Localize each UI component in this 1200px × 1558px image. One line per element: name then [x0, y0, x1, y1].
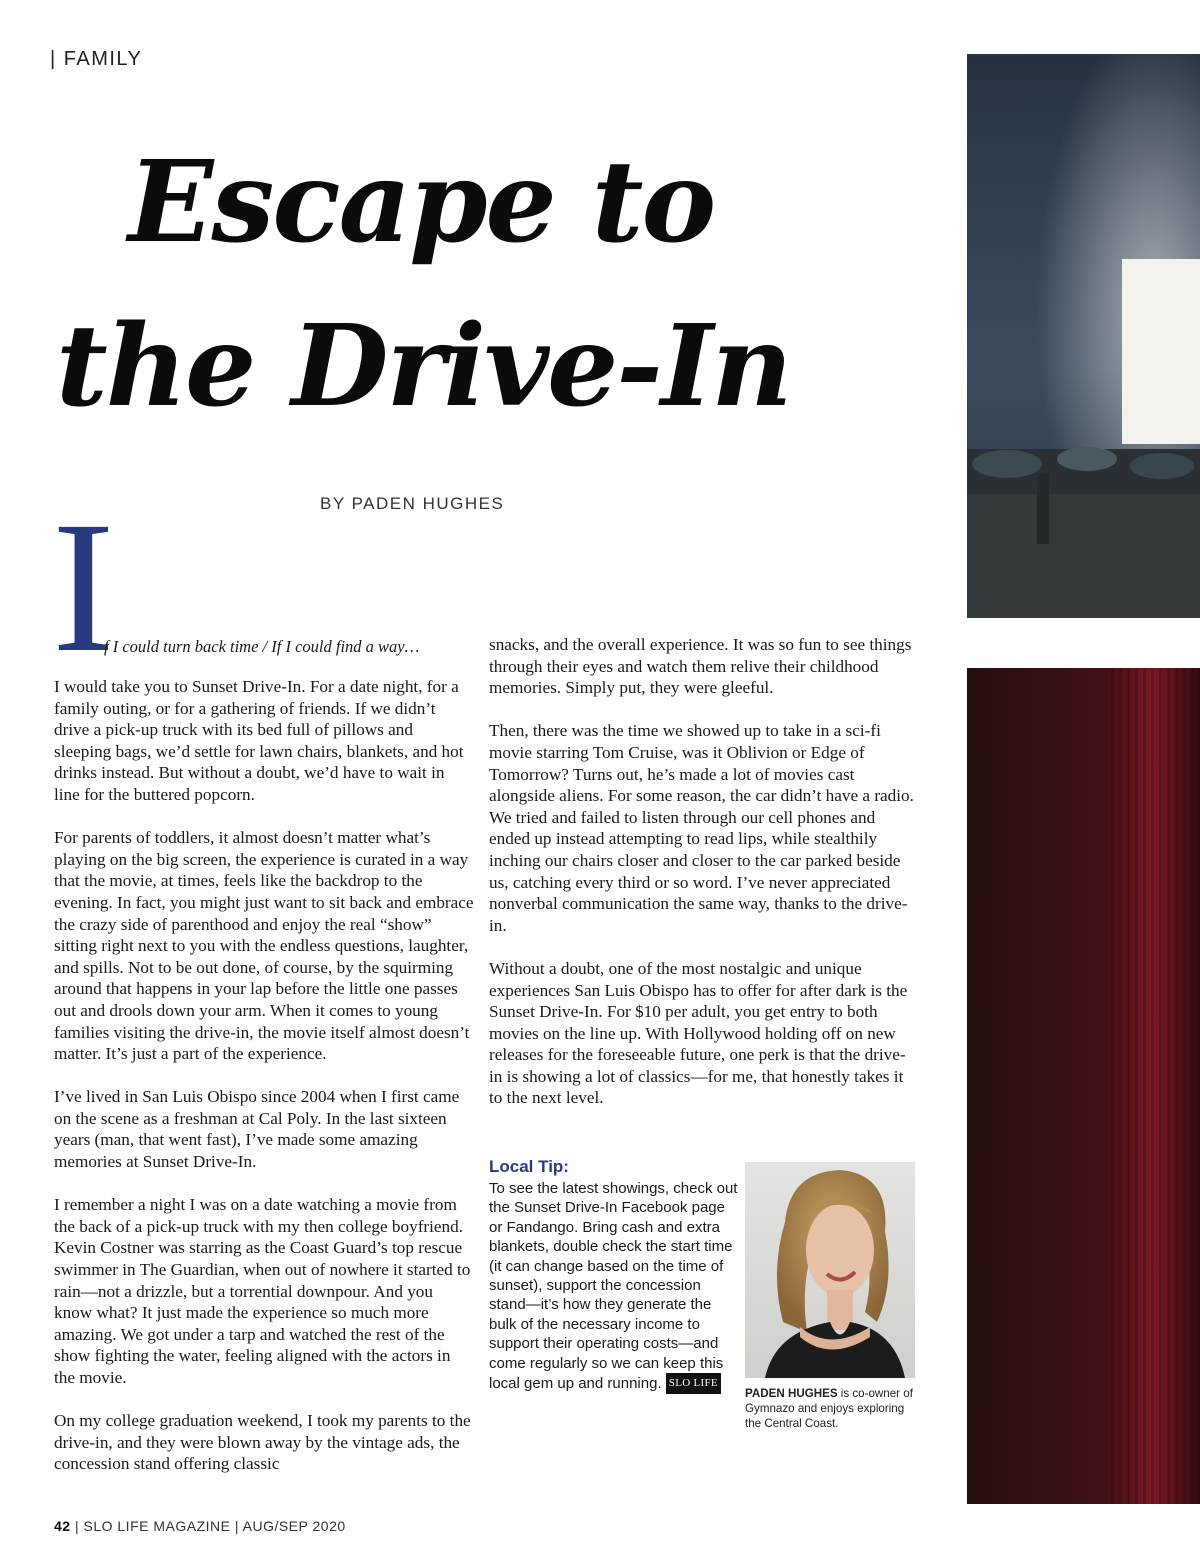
footer-publication: | SLO LIFE MAGAZINE | AUG/SEP 2020 — [74, 1518, 346, 1534]
paragraph: I remember a night I was on a date watching a movie from the back of a pick-up truck with my then college boyfriend. Kevin Costner was starring as the Coast Guard’s top rescue swimmer in The Guardian, when out of nowhere it started to rain—not a drizzle, but a torrential downpour. And you know what? It just made the experience so much more amazing. We got under a tarp and watched the rest of the show fighting the water, feeling aligned with the actors in the movie. — [54, 1195, 471, 1387]
paragraph: Without a doubt, one of the most nostalgic and unique experiences San Luis Obispo has to offer for after dark is the Sunset Drive-In. For $10 per adult, you get entry to both movies on the line up. With Hollywood holding off on new releases for the foreseeable future, one perk is that the drive-in is showing a lot of classics—for me, that honestly takes it to the next level. — [489, 958, 908, 1108]
paragraph: On my college graduation weekend, I took my parents to the drive-in, and they were blown away by the vintage ads, the concession stand offering classic — [54, 1411, 471, 1474]
paragraph: I would take you to Sunset Drive-In. For a date night, for a family outing, or for a gathering of friends. If we didn’t drive a pick-up truck with its bed full of pillows and sleeping bags, we’d settle for lawn chairs, blankets, and hot drinks instead. But without a doubt, we’d have to wait in line for the buttered popcorn. — [54, 677, 464, 804]
author-bio — [745, 1386, 920, 1431]
body-column-1 — [54, 676, 474, 1497]
local-tip-text — [489, 1179, 739, 1394]
byline: BY PADEN HUGHES — [320, 494, 505, 513]
paragraph: snacks, and the overall experience. It was so fun to see things through their eyes and watch them relive their childhood memories. Simply put, they were gleeful. — [489, 635, 912, 698]
slo-life-end-mark: SLO LIFE — [666, 1373, 721, 1394]
local-tip-body: To see the latest showings, check out the Sunset Drive-In Facebook page or Fandango. Bring cash and extra blankets, double check the start time (it can change based on the time of sunset), support the concession stand—it’s how they generate the bulk of the necessary income to support their operating costs—and come regularly so we can keep this local gem up and running. — [489, 1180, 738, 1393]
local-tip-heading: Local Tip: — [489, 1157, 569, 1176]
page-number: 42 — [54, 1518, 71, 1534]
drive-in-screen-photo — [967, 54, 1200, 618]
section-tag: | FAMILY — [50, 48, 143, 70]
title-line-1: Escape to — [128, 137, 715, 268]
paragraph: I’ve lived in San Luis Obispo since 2004 when I first came on the scene as a freshman at Cal Poly. In the last sixteen years (man, that went fast), I’ve made some amazing memories at Sunset Drive-In. — [54, 1087, 460, 1172]
drop-cap: I — [52, 482, 115, 691]
author-bio-text: is co-owner of Gymnazo and enjoys exploring the Central Coast. — [745, 1387, 913, 1430]
paragraph: Then, there was the time we showed up to take in a sci-fi movie starring Tom Cruise, was it Oblivion or Edge of Tomorrow? Turns out, he’s made a lot of movies cast alongside aliens. For some reason, the car didn’t have a radio. We tried and failed to listen through our cell phones and ended up instead attempting to read lips, while stealthily inching our chairs closer and closer to the car parked beside us, catching every third or so word. I’ve never appreciated nonverbal communication the same way, thanks to the drive-in. — [489, 721, 914, 935]
paragraph: For parents of toddlers, it almost doesn’t matter what’s playing on the big screen, the experience is curated in a way that the movie, at times, feels like the backdrop to the evening. In fact, you might just want to sit back and embrace the crazy side of parenthood and enjoy the real “show” sitting right next to you with the endless questions, laughter, and spills. Not to be out done, of course, by the squirming around that happens in your lap before the little one passes out and drools down your arm. When it comes to young families visiting the drive-in, the movie itself almost doesn’t matter. It’s just a part of the experience. — [54, 828, 474, 1064]
article-title — [0, 118, 960, 452]
title-line-2: the Drive-In — [56, 301, 791, 432]
page-footer — [54, 1518, 346, 1534]
author-name: PADEN HUGHES — [745, 1387, 838, 1400]
theater-curtain-photo — [967, 668, 1200, 1504]
body-column-2 — [489, 634, 914, 1131]
lead-quote: f I could turn back time / If I could find a way… — [104, 637, 420, 656]
author-portrait — [745, 1162, 915, 1378]
